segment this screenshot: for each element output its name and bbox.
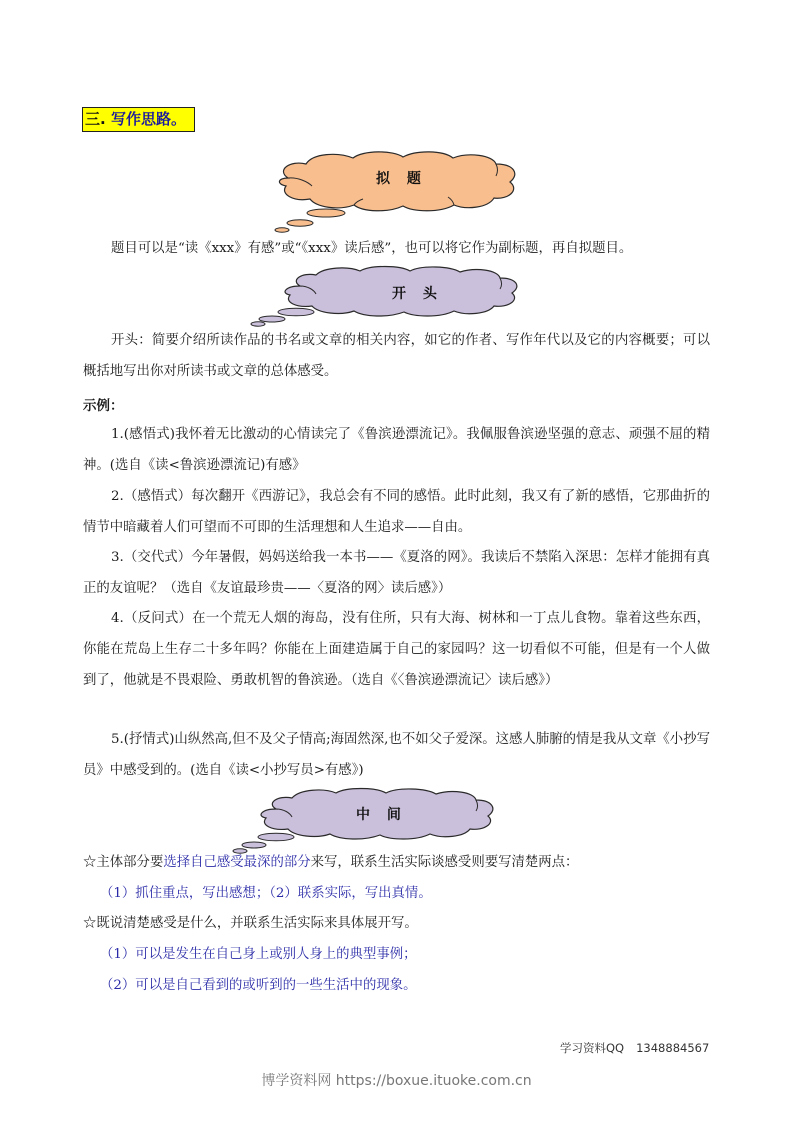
opening-section-text: 开头：简要介绍所读作品的书名或文章的相关内容，如它的作者、写作年代以及它的内容概要；可以概括地写出你对所读书或文章的总体感受。 [83,333,710,379]
footer-qq [560,1040,709,1056]
watermark: 博学资料网 https://boxue.ituoke.com.cn [261,1073,532,1089]
example-item: 2.（感悟式）每次翻开《西游记》，我总会有不同的感悟。此时此刻，我又有了新的感悟，它那曲折的情节中暗藏着人们可望而不可即的生活理想和人生追求——自由。 [83,489,710,535]
example-item: 1.(感悟式)我怀着无比激动的心情读完了《鲁滨逊漂流记》。我佩服鲁滨逊坚强的意志、顽强不屈的精神。(选自《读<鲁滨逊漂流记)有感》 [83,427,710,473]
example-item: 4.（反问式）在一个荒无人烟的海岛，没有住所，只有大海、树林和一丁点儿食物。靠着这些东西，你能在荒岛上生存二十多年吗？你能在上面建造属于自己的家园吗？这一切看似不可能，但是有一个人做到了，他就是不畏艰险、勇敢机智的鲁滨逊。（选自《〈鲁滨逊漂流记〉读后感》） [83,611,710,688]
section-title: 写作思路。 [110,110,186,128]
cloud-shape-icon [250,266,522,328]
middle-point-1-prefix: ☆主体部分要 [83,855,164,870]
example-item: 5.(抒情式)山纵然高,但不及父子情高;海固然深,也不如父子爱深。这感人肺腑的情是我从文章《小抄写员》中感受到的。(选自《读<小抄写员>有感》) [83,732,710,778]
middle-point-2-sub: （1）可以是发生在自己身上或别人身上的典型事例； [100,947,417,962]
middle-point-1-sub: （1）抓住重点，写出感想；（2）联系实际，写出真情。 [100,886,432,901]
section-number: 三. [85,110,106,128]
middle-cloud [232,787,504,855]
title-cloud [268,150,520,232]
opening-cloud [250,266,522,328]
cloud-label-title: 拟 题 [376,171,427,187]
middle-point-2-sub: （2）可以是自己看到的或听到的一些生活中的现象。 [100,978,417,993]
cloud-label-opening: 开 头 [392,286,443,302]
examples-label: 示例： [83,398,124,414]
section-heading [82,107,195,132]
cloud-label-middle: 中 间 [356,807,407,823]
cloud-shape-icon [268,150,520,232]
middle-point-1-suffix: 来写，联系生活实际谈感受则要写清楚两点： [310,855,579,870]
title-section-text: 题目可以是“读《xxx》有感”或“《xxx》读后感”，也可以将它作为副标题，再自拟题目。 [111,241,633,256]
footer-qq-label: 学习资料QQ [560,1041,625,1055]
middle-point-1 [83,851,578,870]
middle-point-2: ☆既说清楚感受是什么，并联系生活实际来具体展开写。 [83,916,418,931]
example-item: 3.（交代式）今年暑假，妈妈送给我一本书——《夏洛的网》。我读后不禁陷入深思：怎样才能拥有真正的友谊呢？（选自《友谊最珍贵——〈夏洛的网〉读后感》） [83,550,710,596]
middle-point-1-highlight: 选择自己感受最深的部分 [163,855,311,870]
footer-qq-number: 1348884567 [636,1041,710,1055]
